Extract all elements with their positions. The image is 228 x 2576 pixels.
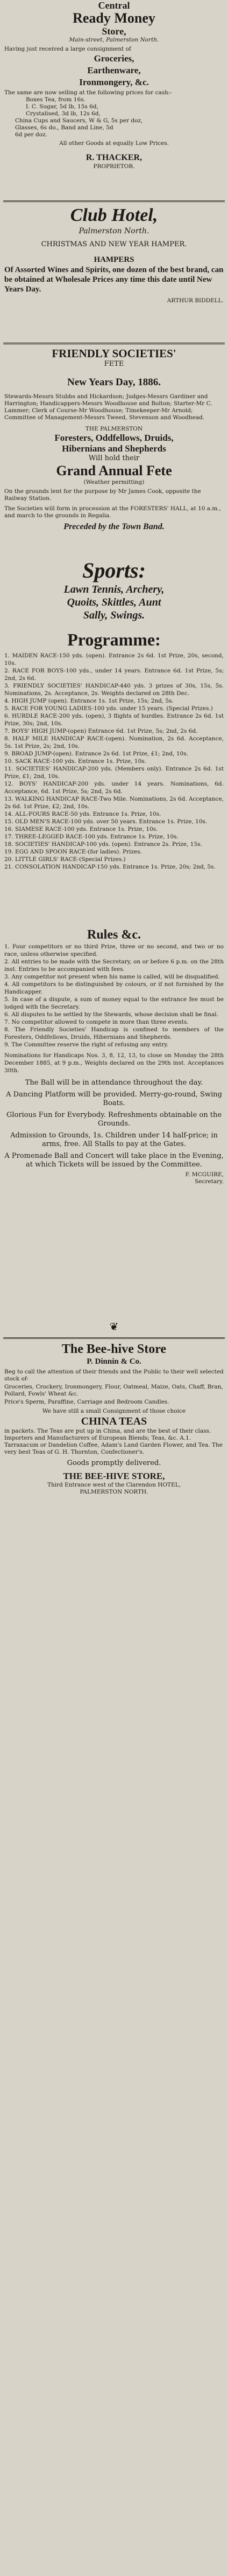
sports-title: Sports: xyxy=(82,558,146,582)
club-hotel-ad xyxy=(0,205,228,304)
ad1-heading3: Store, xyxy=(102,26,126,37)
rule-item: 8. The Friendly Societies' Handicap is confined to members of the Foresters, Oddfellows, Druids, Hibernians and Shepherds. xyxy=(4,1026,224,1040)
programme-item: 5. RACE FOR YOUNG LADIES-100 yds. under 15 years. (Special Prizes.) xyxy=(4,705,213,712)
programme-item: 10. SACK RACE-100 yds. Entrance 1s. Prize, 10s. xyxy=(4,758,146,765)
ad4-intro: Beg to call the attention of their friends and the Public to their well selected stock of- xyxy=(4,1369,224,1382)
ornament-divider-icon: ❦ xyxy=(109,1320,119,1333)
ad1-heading1: Central xyxy=(98,0,130,11)
ad1-price-6: 6d per doz. xyxy=(15,131,47,138)
programme-item: 8. HALF MILE HANDICAP RACE-(open). Nomination, 2s 6d. Acceptance, 5s. 1st Prize, 2s; 2nd, 10s. xyxy=(4,735,224,749)
ad1-other-goods: All other Goods at equally Low Prices. xyxy=(59,140,169,147)
sports-line1: Lawn Tennis, Archery, xyxy=(63,584,165,595)
programme-item: 9. BROAD JUMP-(open). Entrance 2s 6d. 1st Prize, £1; 2nd, 10s. xyxy=(4,751,188,757)
programme-item: 6. HURDLE RACE-200 yds. (open), 3 flights of hurdles. Entrance 2s 6d. 1st Prize, 30s; 2nd, 10s. xyxy=(4,713,224,727)
programme-list xyxy=(4,652,224,871)
programme-item: 17. THREE-LEGGED RACE-100 yds. Entrance 1s. Prize, 10s. xyxy=(4,834,179,840)
rule-item: 7. No competitor allowed to compete in more than three events. xyxy=(4,1019,189,1025)
programme-item: 16. SIAMESE RACE-100 yds. Entrance 1s. Prize, 10s. xyxy=(4,826,158,832)
column-divider xyxy=(3,1337,225,1339)
rules-title: Rules &c. xyxy=(87,928,141,942)
ad3-weather: (Weather permitting) xyxy=(83,479,145,485)
beehive-store-ad xyxy=(0,1342,228,1496)
ad2-title: Club Hotel, xyxy=(70,205,158,225)
ad2-signature: ARTHUR BIDDELL. xyxy=(167,297,224,304)
ad1-item-ironmongery: Ironmongery, &c. xyxy=(79,77,149,87)
friendly-societies-fete-ad xyxy=(0,347,228,532)
rules-ball: The Ball will be in attendance throughout the day. xyxy=(25,1079,203,1087)
sports-section xyxy=(0,558,228,622)
rules-secretary: F. MCGUIRE, xyxy=(185,1171,224,1178)
programme-item: 21. CONSOLATION HANDICAP-150 yds. Entrance 1s. Prize, 20s; 2nd, 5s. xyxy=(4,864,216,870)
programme-item: 4. HIGH JUMP (open). Entrance 1s. 1st Prize, 15s; 2nd, 5s. xyxy=(4,698,174,704)
ad3-org1: THE PALMERSTON xyxy=(85,426,143,432)
ad3-event: Grand Annual Fete xyxy=(56,463,172,478)
programme-item: 11. SOCIETIES' HANDICAP-200 yds. (Members only). Entrance 2s 6d. 1st Prize, £1; 2nd, 10s. xyxy=(4,766,224,780)
ad2-heading: CHRISTMAS AND NEW YEAR HAMPER. xyxy=(41,240,187,248)
column-divider xyxy=(3,343,225,344)
ad1-proprietor-title: PROPRIETOR. xyxy=(93,163,135,170)
ad4-store-name: THE BEE-HIVE STORE, xyxy=(63,1471,165,1481)
ad3-stewards: Stewards-Messrs Stubbs and Hickardson; Judges-Messrs Gardiner and Harrington; Handicappers-Messrs Woodhouse and Bolton; Starter-Mr C. Lammer; Clerk of Course-Mr Woodhouse; Timekeeper-Mr Arnold; Committee of Management-Messrs Tweed, Stevenson and Woodhead. xyxy=(4,393,212,421)
ad4-address: Third Entrance west of the Clarendon HOTEL, xyxy=(47,1482,181,1488)
ad1-offer: The same are now selling at the following prices for cash:- xyxy=(4,89,172,96)
ad3-org2: Foresters, Oddfellows, Druids, xyxy=(54,433,174,443)
ready-money-store-ad xyxy=(0,0,228,170)
ad4-closing: Goods promptly delivered. xyxy=(67,1459,161,1467)
programme-item: 12. BOYS' HANDICAP-200 yds. under 14 years. Nominations, 6d. Acceptance, 6d. 1st Prize, 5s; 2nd, 2s 6d. xyxy=(4,781,224,795)
programme-item: 7. BOYS' HIGH JUMP-(open) Entrance 6d. 1st Prize, 5s; 2nd, 2s 6d. xyxy=(4,728,198,734)
ad3-venue: On the grounds lent for the purpose by Mr James Cook, opposite the Railway Station. xyxy=(4,488,201,502)
ad3-org3: Hibernians and Shepherds xyxy=(62,443,166,454)
ad2-sub: HAMPERS xyxy=(94,255,134,264)
ad3-will-hold: Will hold their xyxy=(88,454,140,462)
programme-item: 1. MAIDEN RACE-150 yds. (open). Entrance 2s 6d. 1st Prize, 20s, second, 10s. xyxy=(4,652,224,666)
rule-item: 2. All entries to be made with the Secretary, on or before 6 p.m. on the 28th inst. Entries to be accompanied with fees. xyxy=(4,959,224,973)
rule-item: 3. Any competitor not present when his name is called, will be disqualified. xyxy=(4,974,220,980)
ad2-body: Of Assorted Wines and Spirits, one dozen of the best brand, can be obtained at Wholesale Prices any time this date until New Years Day. xyxy=(4,266,224,294)
programme-item: 18. SOCIETIES' HANDICAP-100 yds. (open). Entrance 2s. Prize, 15s. xyxy=(4,841,202,848)
ad3-date: New Years Day, 1886. xyxy=(67,377,161,388)
rule-item: 9. The Committee reserve the right of refusing any entry. xyxy=(4,1041,169,1048)
rules-platform: A Dancing Platform will be provided. Merry-go-round, Swing Boats. xyxy=(6,1091,222,1107)
ad4-owner: P. Dinnin & Co. xyxy=(87,1357,141,1366)
ad3-band: Preceded by the Town Band. xyxy=(63,522,165,531)
ad3-fete: FETE xyxy=(104,360,124,368)
ad4-china-intro: We have still a small Consignment of those choice xyxy=(42,1408,186,1414)
programme-item: 19. EGG AND SPOON RACE-(for ladies). Prizes. xyxy=(4,849,142,855)
ad4-china: CHINA TEAS xyxy=(81,1415,147,1427)
ad1-address: Main-street, Palmerston North. xyxy=(69,37,159,43)
ad4-china-body: in packets. The Teas are put up in China, and are the best of their class. Importers and Manufacturers of European Blends; Teas, &c. A.1. Tarraxacum or Dandelion Coffee, Adam's Land Garden Flower, and Tea. The very best Teas of G. H. Thornton, Confectioner's. xyxy=(4,1428,223,1455)
ad4-title: The Bee-hive Store xyxy=(61,1342,167,1356)
sports-line3: Sally, Swings. xyxy=(83,609,145,621)
ad3-title: FRIENDLY SOCIETIES' xyxy=(52,347,176,360)
ad4-goods: Groceries, Crockery, Ironmongery, Flour, Oatmeal, Maize, Oats, Chaff, Bran, Pollard, Fowls' Wheat &c. xyxy=(4,1384,223,1397)
programme-item: 2. RACE FOR BOYS-100 yds., under 14 years. Entrance 6d. 1st Prize, 5s; 2nd, 2s 6d. xyxy=(4,668,224,682)
ad1-item-earthenware: Earthenware, xyxy=(87,65,141,75)
rule-item: 1. Four competitors or no third Prize, three or no second, and two or no race, unless otherwise specified. xyxy=(4,943,224,957)
ad4-specials: Price's Sperm, Paraffine, Carriage and Bedroom Candles. xyxy=(4,1399,169,1405)
programme-section xyxy=(0,629,228,871)
rules-section xyxy=(0,927,228,1185)
rules-list xyxy=(4,943,224,1049)
ad1-proprietor-name: R. THACKER, xyxy=(86,153,142,162)
ad1-heading2: Ready Money xyxy=(73,10,155,26)
ad1-intro: Having just received a large consignment of xyxy=(4,46,131,52)
ad1-price-4: China Cups and Saucers, W & G, 5s per doz, xyxy=(15,117,143,124)
column-divider xyxy=(3,200,225,202)
programme-item: 14. ALL-FOURS RACE-50 yds. Entrance 1s. Prize, 10s. xyxy=(4,811,161,817)
ad1-price-5: Glasses, 6s do., Band and Line, 5d xyxy=(15,124,113,131)
rules-admission: Admission to Grounds, 1s. Children under 14 half-price; in arms, free. All Stalls to pay at the Gates. xyxy=(10,1131,218,1148)
rules-fun: Glorious Fun for Everybody. Refreshments obtainable on the Grounds. xyxy=(6,1111,222,1128)
ad1-price-3: Crystalised, 3d lb, 12s 6d, xyxy=(26,110,101,117)
programme-item: 20. LITTLE GIRLS' RACE-(Special Prizes.) xyxy=(4,856,126,863)
ad3-procession: The Societies will form in procession at the FORESTERS' HALL, at 10 a.m., and march to the grounds in Regalia. xyxy=(4,505,221,519)
rule-item: 4. All competitors to be distinguished by colours, or if not furnished by the Handicapper. xyxy=(4,981,224,995)
ad4-town: PALMERSTON NORTH. xyxy=(80,1489,148,1495)
programme-item: 13. WALKING HANDICAP RACE-Two Mile. Nominations, 2s 6d. Acceptance, 2s 6d. 1st Prize, £2; 2nd, 10s. xyxy=(4,796,224,810)
rule-item: 5. In case of a dispute, a sum of money equal to the entrance fee must be lodged with the Secretary. xyxy=(4,996,224,1010)
rules-finale: A Promenade Ball and Concert will take place in the Evening, at which Tickets will be issued by the Committee. xyxy=(4,1152,224,1169)
rules-handicap-note: Nominations for Handicaps Nos. 3, 8, 12, 13, to close on Monday the 28th December 1885, at 9 p.m., Weights declared on the 29th inst. Acceptances 30th. xyxy=(4,1052,224,1074)
programme-item: 15. OLD MEN'S RACE-100 yds. over 50 years. Entrance 1s. Prize, 10s. xyxy=(4,818,208,825)
programme-title: Programme: xyxy=(67,630,161,649)
ad1-price-2: I. C. Sugar, 5d lb, 15s 6d, xyxy=(26,103,98,110)
rule-item: 6. All disputes to be settled by the Stewards, whose decision shall be final. xyxy=(4,1011,218,1018)
ad2-place: Palmerston North. xyxy=(79,227,149,235)
programme-item: 3. FRIENDLY SOCIETIES' HANDICAP-440 yds. 3 prizes of 30s, 15s, 5s. Nominations, 2s. Acceptance, 2s. Weights declared on 28th Dec. xyxy=(4,683,224,697)
ad1-price-1: Boxes Tea, from 16s. xyxy=(26,96,86,103)
rules-secretary-title: Secretary. xyxy=(195,1178,224,1185)
ad1-item-groceries: Groceries, xyxy=(94,53,134,64)
sports-line2: Quoits, Skittles, Aunt xyxy=(67,596,161,608)
